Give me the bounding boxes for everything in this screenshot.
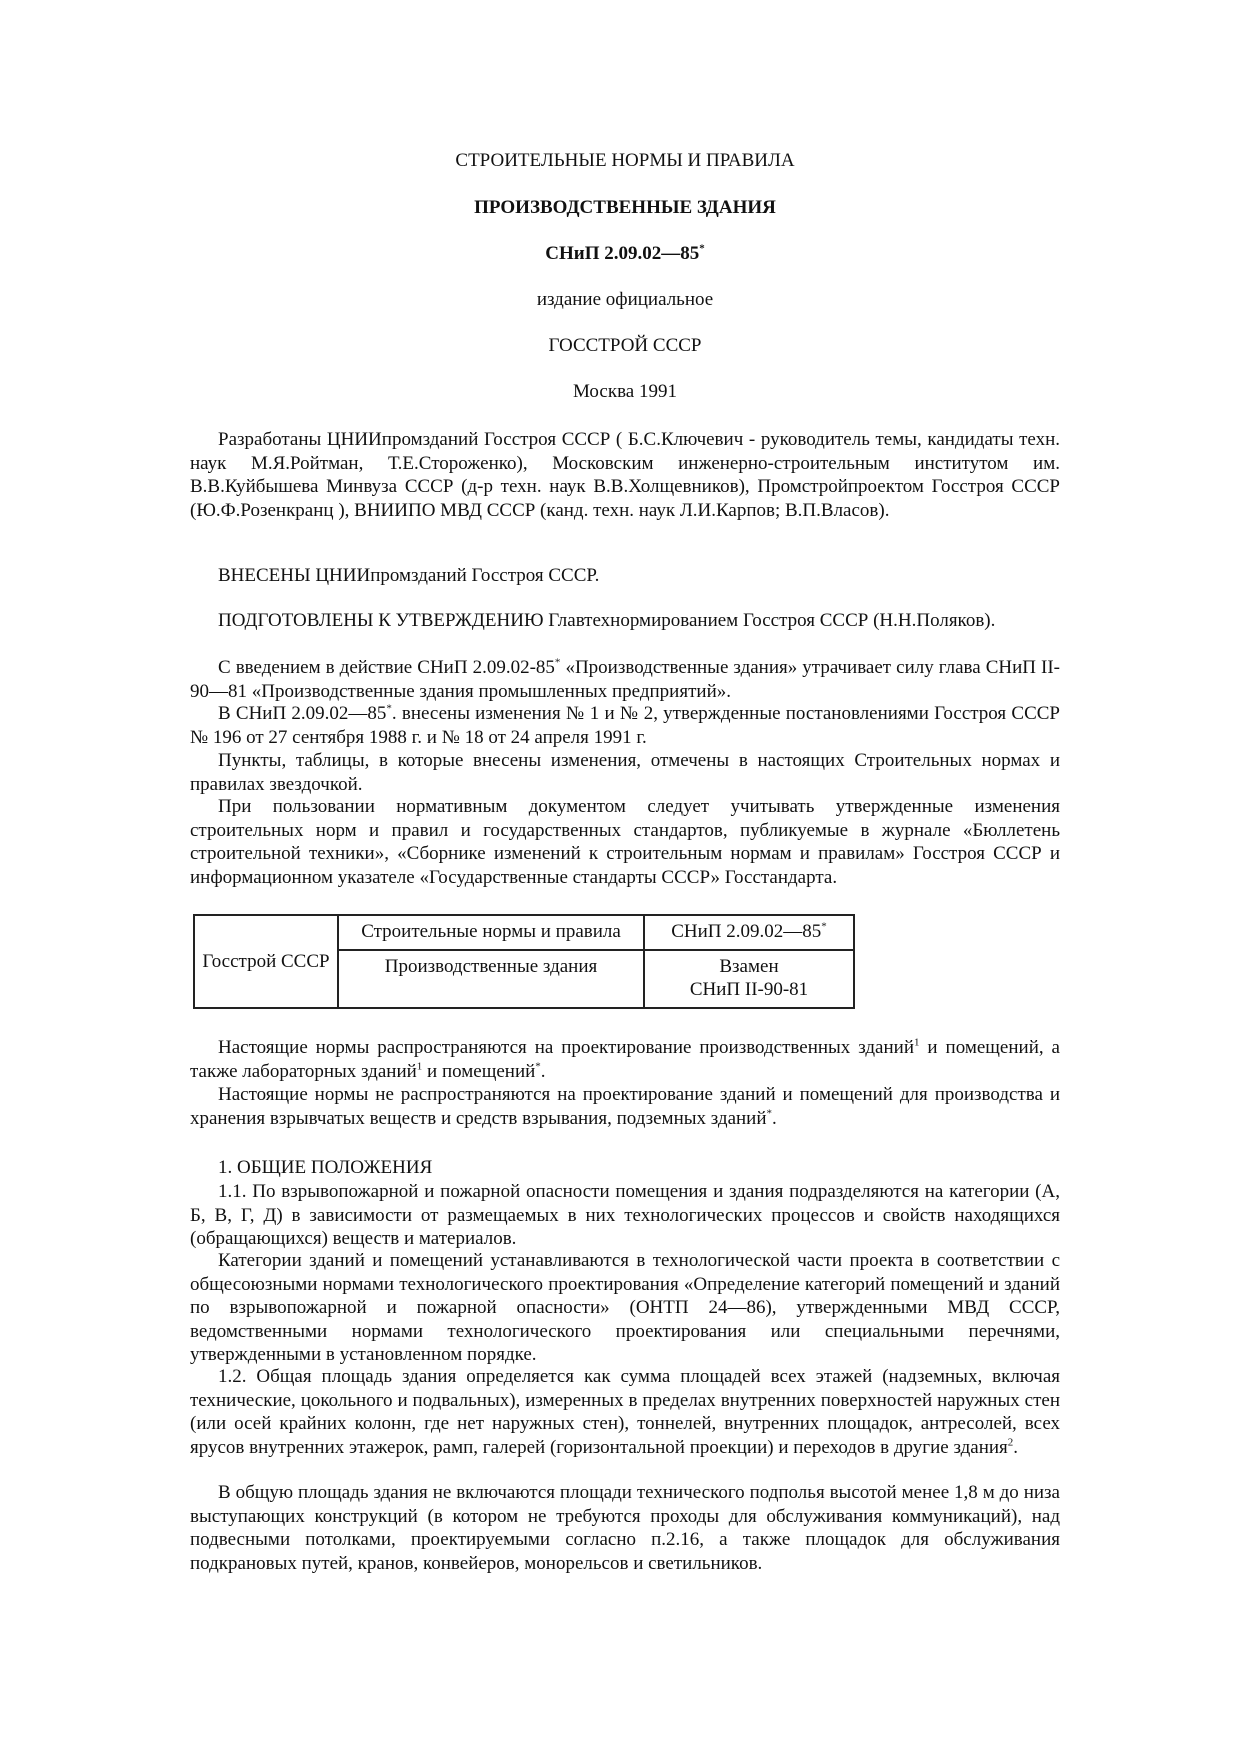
replaces-paragraph: С введением в действие СНиП 2.09.02-85* «Производственные здания» утрачивает силу глава СНиП II-90—81 «Производственные здания промышленных предприятий». bbox=[190, 656, 1060, 702]
document-title: ПРОИЗВОДСТВЕННЫЕ ЗДАНИЯ bbox=[474, 197, 776, 218]
asterisk-mark: * bbox=[699, 242, 705, 255]
changes-paragraph: В СНиП 2.09.02—85*. внесены изменения № 1 и № 2, утвержденные постановлениями Госстроя СССР № 196 от 27 сентября 1988 г. и № 18 от 24 апреля 1991 г. bbox=[190, 702, 1060, 748]
document-meta-table bbox=[193, 914, 855, 1009]
meta-replaces-cell: Взамен СНиП II-90-81 bbox=[644, 950, 854, 1008]
marked-paragraph: Пункты, таблицы, в которые внесены изменения, отмечены в настоящих Строительных нормах и правилах звездочкой. bbox=[190, 750, 1060, 795]
clause-1-2-exclusions: В общую площадь здания не включаются площади технического подполья высотой менее 1,8 м до низа выступающих конструкций (в котором не требуются проходы для обслуживания коммуникаций), над подвесными потолками, проектируемыми согласно п.2.16, а также площадок для обслуживания подкрановых путей, кранов, конвейеров, монорельсов и светильников. bbox=[190, 1482, 1060, 1574]
meta-org-cell: Госстрой СССР bbox=[194, 915, 338, 1008]
clause-1-2: 1.2. Общая площадь здания определяется как сумма площадей всех этажей (надземных, включая технические, цокольного и подвальных), измеренных в пределах внутренних поверхностей наружных стен (или осей крайних колонн, где нет наружных стен), тоннелей, внутренних площадок, антресолей, всех ярусов внутренних этажерок, рамп, галерей (горизонтальной проекции) и переходов в другие здания$^2$. bbox=[190, 1366, 1060, 1458]
publisher: ГОССТРОЙ СССР bbox=[548, 335, 702, 356]
developers-paragraph: Разработаны ЦНИИпромзданий Госстроя СССР ( Б.С.Ключевич - руководитель темы, кандидаты техн. наук М.Я.Ройтман, Т.Е.Стороженко), Московским инженерно-строительным институтом им. В.В.Куйбышева Минвуза СССР (д-р техн. наук В.В.Холщевников), Промстройпроектом Госстроя СССР (Ю.Ф.Розенкранц ), ВНИИПО МВД СССР (канд. техн. наук Л.И.Карпов; В.П.Власов). bbox=[190, 429, 1060, 521]
meta-title-cell: Производственные здания bbox=[338, 950, 644, 1008]
meta-series-cell: Строительные нормы и правила bbox=[338, 915, 644, 950]
prepared-paragraph: ПОДГОТОВЛЕНЫ К УТВЕРЖДЕНИЮ Главтехнормированием Госстроя СССР (Н.Н.Поляков). bbox=[218, 610, 996, 631]
place-year: Москва 1991 bbox=[573, 381, 677, 402]
clause-1-1: 1.1. По взрывопожарной и пожарной опасности помещения и здания подразделяются на категории (А, Б, В, Г, Д) в зависимости от размещаемых в них технологических процессов и свойств находящихся (обращающихся) веществ и материалов. bbox=[190, 1181, 1060, 1249]
scope-paragraph: Настоящие нормы распространяются на проектирование производственных зданий$^1$ и помещений, а также лабораторных зданий$^1$ и помещений*. bbox=[190, 1036, 1060, 1082]
clause-1-1-categories: Категории зданий и помещений устанавливаются в технологической части проекта в соответствии с общесоюзными нормами технологического проектирования «Определение категорий помещений и зданий по взрывопожарной и пожарной опасности» (ОНТП 24—86), утвержденными МВД СССР, ведомственными нормами технологического проектирования или специальными перечнями, утвержденными в установленном порядке. bbox=[190, 1250, 1060, 1365]
section-heading: 1. ОБЩИЕ ПОЛОЖЕНИЯ bbox=[218, 1157, 433, 1178]
usage-paragraph: При пользовании нормативным документом следует учитывать утвержденные изменения строительных норм и правил и государственных стандартов, публикуемые в журнале «Бюллетень строительной техники», «Сборнике изменений к строительным нормам и правилам» Госстроя СССР и информационном указателе «Государственные стандарты СССР» Госстандарта. bbox=[190, 796, 1060, 888]
exclusions-paragraph: Настоящие нормы не распространяются на проектирование зданий и помещений для производства и хранения взрывчатых веществ и средств взрывания, подземных зданий*. bbox=[190, 1084, 1060, 1129]
edition-note: издание официальное bbox=[536, 289, 714, 310]
document-series: СТРОИТЕЛЬНЫЕ НОРМЫ И ПРАВИЛА bbox=[455, 150, 795, 171]
document-code: СНиП 2.09.02—85* bbox=[545, 242, 705, 264]
submitted-paragraph: ВНЕСЕНЫ ЦНИИпромзданий Госстроя СССР. bbox=[218, 565, 600, 586]
meta-code-cell: СНиП 2.09.02—85* bbox=[644, 915, 854, 950]
